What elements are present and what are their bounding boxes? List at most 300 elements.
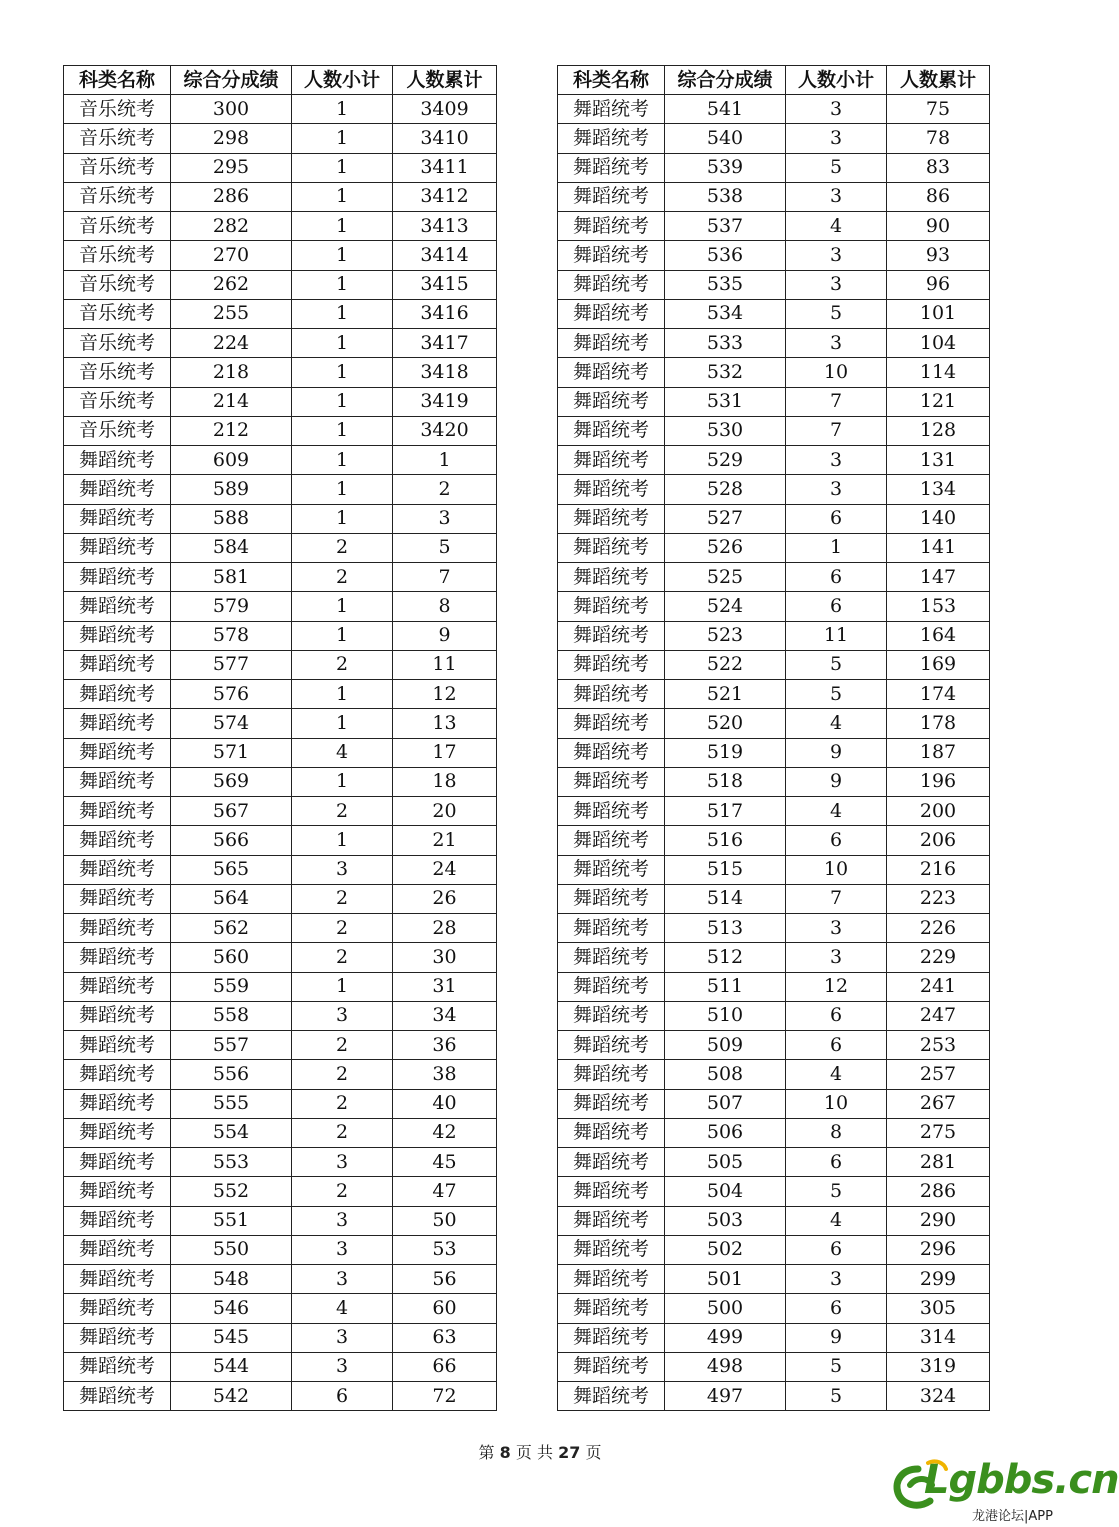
table-cell: 音乐统考 (64, 299, 171, 328)
table-cell: 6 (786, 1235, 887, 1264)
table-cell: 529 (665, 446, 786, 475)
table-cell: 566 (171, 826, 292, 855)
table-cell: 舞蹈统考 (64, 855, 171, 884)
table-row (64, 1323, 497, 1352)
table-cell: 500 (665, 1294, 786, 1323)
table-cell: 523 (665, 621, 786, 650)
table-cell: 584 (171, 533, 292, 562)
table-row (64, 270, 497, 299)
table-cell: 12 (393, 680, 497, 709)
table-cell: 527 (665, 504, 786, 533)
table-cell: 8 (393, 592, 497, 621)
table-row (64, 1060, 497, 1089)
table-cell: 539 (665, 153, 786, 182)
table-row (64, 358, 497, 387)
table-cell: 531 (665, 387, 786, 416)
table-cell: 532 (665, 358, 786, 387)
table-cell: 522 (665, 650, 786, 679)
table-cell: 290 (887, 1206, 990, 1235)
table-cell: 47 (393, 1177, 497, 1206)
column-header: 综合分成绩 (665, 66, 786, 95)
table-cell: 2 (292, 1089, 393, 1118)
table-cell: 546 (171, 1294, 292, 1323)
table-row (558, 592, 990, 621)
table-cell: 216 (887, 855, 990, 884)
table-cell: 513 (665, 914, 786, 943)
table-header-row (64, 66, 497, 95)
table-cell: 510 (665, 1001, 786, 1030)
table-cell: 534 (665, 299, 786, 328)
table-row (558, 1060, 990, 1089)
table-cell: 300 (171, 95, 292, 124)
table-cell: 3 (786, 124, 887, 153)
table-row (64, 855, 497, 884)
table-cell: 5 (786, 1352, 887, 1381)
table-cell: 218 (171, 358, 292, 387)
table-cell: 舞蹈统考 (558, 1001, 665, 1030)
table-cell: 音乐统考 (64, 182, 171, 211)
table-cell: 565 (171, 855, 292, 884)
table-row (558, 767, 990, 796)
table-cell: 舞蹈统考 (64, 1294, 171, 1323)
table-body (64, 95, 497, 1411)
table-cell: 2 (292, 1060, 393, 1089)
table-cell: 舞蹈统考 (558, 943, 665, 972)
table-cell: 6 (786, 1148, 887, 1177)
table-cell: 506 (665, 1118, 786, 1147)
table-cell: 579 (171, 592, 292, 621)
column-header: 科类名称 (558, 66, 665, 95)
table-row (64, 1148, 497, 1177)
table-cell: 舞蹈统考 (558, 504, 665, 533)
table-row (558, 270, 990, 299)
table-row (558, 1206, 990, 1235)
table-cell: 550 (171, 1235, 292, 1264)
table-row (558, 1001, 990, 1030)
table-cell: 519 (665, 738, 786, 767)
table-cell: 3 (292, 1323, 393, 1352)
table-cell: 78 (887, 124, 990, 153)
table-cell: 舞蹈统考 (64, 680, 171, 709)
table-cell: 3 (786, 329, 887, 358)
table-row (64, 884, 497, 913)
table-cell: 247 (887, 1001, 990, 1030)
table-row (558, 797, 990, 826)
table-cell: 281 (887, 1148, 990, 1177)
table-cell: 舞蹈统考 (558, 563, 665, 592)
table-cell: 187 (887, 738, 990, 767)
table-cell: 舞蹈统考 (64, 1089, 171, 1118)
table-cell: 299 (887, 1265, 990, 1294)
table-row (558, 563, 990, 592)
table-cell: 1 (292, 95, 393, 124)
table-cell: 3 (292, 1235, 393, 1264)
table-row (558, 1323, 990, 1352)
table-cell: 104 (887, 329, 990, 358)
table-cell: 舞蹈统考 (558, 95, 665, 124)
table-cell: 1 (292, 124, 393, 153)
table-cell: 舞蹈统考 (558, 1031, 665, 1060)
table-row (558, 1294, 990, 1323)
table-cell: 音乐统考 (64, 387, 171, 416)
table-cell: 1 (292, 387, 393, 416)
table-cell: 66 (393, 1352, 497, 1381)
table-cell: 223 (887, 884, 990, 913)
table-cell: 45 (393, 1148, 497, 1177)
table-cell: 舞蹈统考 (64, 650, 171, 679)
table-cell: 舞蹈统考 (64, 533, 171, 562)
table-cell: 2 (292, 650, 393, 679)
table-cell: 559 (171, 972, 292, 1001)
table-row (64, 212, 497, 241)
table-cell: 514 (665, 884, 786, 913)
table-row (558, 1031, 990, 1060)
table-cell: 502 (665, 1235, 786, 1264)
table-cell: 562 (171, 914, 292, 943)
table-cell: 1 (292, 621, 393, 650)
table-cell: 3 (393, 504, 497, 533)
table-cell: 296 (887, 1235, 990, 1264)
table-cell: 86 (887, 182, 990, 211)
table-cell: 舞蹈统考 (558, 124, 665, 153)
table-row (64, 416, 497, 445)
table-cell: 1 (393, 446, 497, 475)
table-cell: 3415 (393, 270, 497, 299)
table-cell: 214 (171, 387, 292, 416)
table-cell: 34 (393, 1001, 497, 1030)
table-cell: 舞蹈统考 (558, 709, 665, 738)
table-cell: 6 (786, 1294, 887, 1323)
table-cell: 257 (887, 1060, 990, 1089)
table-cell: 538 (665, 182, 786, 211)
table-cell: 3 (292, 1001, 393, 1030)
table-cell: 40 (393, 1089, 497, 1118)
table-cell: 253 (887, 1031, 990, 1060)
table-cell: 舞蹈统考 (558, 650, 665, 679)
table-row (64, 1352, 497, 1381)
table-cell: 5 (786, 1177, 887, 1206)
table-cell: 3 (786, 943, 887, 972)
table-cell: 504 (665, 1177, 786, 1206)
table-cell: 音乐统考 (64, 329, 171, 358)
table-row (64, 943, 497, 972)
table-cell: 舞蹈统考 (558, 826, 665, 855)
table-row (558, 738, 990, 767)
table-cell: 507 (665, 1089, 786, 1118)
table-cell: 舞蹈统考 (64, 1352, 171, 1381)
table-cell: 7 (393, 563, 497, 592)
table-cell: 511 (665, 972, 786, 1001)
table-cell: 6 (786, 1001, 887, 1030)
table-cell: 11 (393, 650, 497, 679)
table-cell: 舞蹈统考 (64, 797, 171, 826)
table-cell: 75 (887, 95, 990, 124)
table-cell: 5 (786, 650, 887, 679)
table-cell: 499 (665, 1323, 786, 1352)
total-page-number: 27 (558, 1443, 581, 1462)
table-cell: 7 (786, 416, 887, 445)
table-cell: 舞蹈统考 (64, 1001, 171, 1030)
table-row (64, 1382, 497, 1411)
table-cell: 270 (171, 241, 292, 270)
table-cell: 舞蹈统考 (64, 1060, 171, 1089)
table-header-row (558, 66, 990, 95)
table-cell: 1 (292, 972, 393, 1001)
table-cell: 9 (786, 738, 887, 767)
table-cell: 音乐统考 (64, 358, 171, 387)
table-row (64, 621, 497, 650)
table-cell: 8 (786, 1118, 887, 1147)
table-cell: 舞蹈统考 (558, 855, 665, 884)
table-row (558, 153, 990, 182)
footer-middle: 页 共 (515, 1443, 553, 1462)
table-cell: 1 (292, 709, 393, 738)
table-cell: 3411 (393, 153, 497, 182)
table-row (64, 563, 497, 592)
table-row (64, 1206, 497, 1235)
table-cell: 229 (887, 943, 990, 972)
table-cell: 537 (665, 212, 786, 241)
table-row (558, 241, 990, 270)
table-cell: 128 (887, 416, 990, 445)
table-row (558, 504, 990, 533)
table-cell: 512 (665, 943, 786, 972)
table-cell: 535 (665, 270, 786, 299)
table-cell: 1 (292, 416, 393, 445)
table-cell: 200 (887, 797, 990, 826)
table-row (558, 387, 990, 416)
table-row (558, 533, 990, 562)
table-cell: 舞蹈统考 (64, 1177, 171, 1206)
table-cell: 3 (786, 475, 887, 504)
table-row (64, 153, 497, 182)
table-cell: 518 (665, 767, 786, 796)
table-cell: 舞蹈统考 (558, 416, 665, 445)
table-cell: 舞蹈统考 (558, 241, 665, 270)
table-cell: 舞蹈统考 (64, 1382, 171, 1411)
table-cell: 舞蹈统考 (558, 1177, 665, 1206)
column-header: 科类名称 (64, 66, 171, 95)
table-cell: 6 (786, 563, 887, 592)
table-cell: 498 (665, 1352, 786, 1381)
table-row (64, 797, 497, 826)
table-cell: 141 (887, 533, 990, 562)
table-cell: 101 (887, 299, 990, 328)
table-row (558, 1177, 990, 1206)
table-cell: 509 (665, 1031, 786, 1060)
table-cell: 319 (887, 1352, 990, 1381)
table-cell: 90 (887, 212, 990, 241)
table-row (558, 943, 990, 972)
table-cell: 舞蹈统考 (64, 563, 171, 592)
table-row (64, 1001, 497, 1030)
table-cell: 1 (292, 270, 393, 299)
table-cell: 舞蹈统考 (64, 1265, 171, 1294)
table-cell: 588 (171, 504, 292, 533)
table-cell: 1 (786, 533, 887, 562)
table-cell: 音乐统考 (64, 124, 171, 153)
table-cell: 10 (786, 1089, 887, 1118)
table-row (64, 972, 497, 1001)
table-cell: 38 (393, 1060, 497, 1089)
table-cell: 舞蹈统考 (64, 884, 171, 913)
table-row (558, 1352, 990, 1381)
table-cell: 548 (171, 1265, 292, 1294)
table-cell: 4 (786, 797, 887, 826)
table-cell: 9 (786, 767, 887, 796)
table-cell: 581 (171, 563, 292, 592)
table-cell: 577 (171, 650, 292, 679)
table-cell: 2 (292, 914, 393, 943)
table-row (558, 95, 990, 124)
table-cell: 6 (292, 1382, 393, 1411)
table-cell: 1 (292, 153, 393, 182)
table-cell: 舞蹈统考 (558, 1206, 665, 1235)
table-cell: 舞蹈统考 (558, 299, 665, 328)
table-row (64, 299, 497, 328)
table-row (558, 1089, 990, 1118)
table-row (558, 855, 990, 884)
table-cell: 196 (887, 767, 990, 796)
table-cell: 1 (292, 299, 393, 328)
table-row (64, 504, 497, 533)
table-cell: 520 (665, 709, 786, 738)
table-cell: 13 (393, 709, 497, 738)
table-cell: 舞蹈统考 (558, 680, 665, 709)
table-cell: 舞蹈统考 (558, 182, 665, 211)
table-cell: 56 (393, 1265, 497, 1294)
table-cell: 舞蹈统考 (558, 212, 665, 241)
column-header: 人数小计 (292, 66, 393, 95)
table-cell: 舞蹈统考 (64, 972, 171, 1001)
table-cell: 609 (171, 446, 292, 475)
table-cell: 134 (887, 475, 990, 504)
table-cell: 121 (887, 387, 990, 416)
table-cell: 4 (786, 212, 887, 241)
table-row (558, 475, 990, 504)
table-row (64, 767, 497, 796)
table-cell: 5 (786, 1382, 887, 1411)
table-row (64, 1265, 497, 1294)
table-cell: 3 (292, 1206, 393, 1235)
table-cell: 11 (786, 621, 887, 650)
table-row (558, 972, 990, 1001)
table-row (64, 914, 497, 943)
table-row (64, 1031, 497, 1060)
table-cell: 舞蹈统考 (64, 943, 171, 972)
table-cell: 舞蹈统考 (64, 446, 171, 475)
table-row (558, 329, 990, 358)
table-row (558, 650, 990, 679)
table-row (64, 475, 497, 504)
table-cell: 舞蹈统考 (64, 709, 171, 738)
table-cell: 1 (292, 212, 393, 241)
table-cell: 音乐统考 (64, 212, 171, 241)
table-cell: 9 (393, 621, 497, 650)
table-cell: 1 (292, 504, 393, 533)
table-cell: 521 (665, 680, 786, 709)
table-row (64, 182, 497, 211)
table-cell: 6 (786, 826, 887, 855)
table-cell: 2 (292, 563, 393, 592)
table-cell: 3410 (393, 124, 497, 153)
table-cell: 舞蹈统考 (558, 767, 665, 796)
table-cell: 音乐统考 (64, 416, 171, 445)
table-cell: 42 (393, 1118, 497, 1147)
table-row (558, 358, 990, 387)
table-cell: 53 (393, 1235, 497, 1264)
table-row (64, 533, 497, 562)
table-cell: 舞蹈统考 (558, 972, 665, 1001)
table-cell: 174 (887, 680, 990, 709)
table-cell: 560 (171, 943, 292, 972)
table-row (558, 182, 990, 211)
table-cell: 515 (665, 855, 786, 884)
table-cell: 267 (887, 1089, 990, 1118)
table-cell: 3418 (393, 358, 497, 387)
table-cell: 60 (393, 1294, 497, 1323)
table-cell: 524 (665, 592, 786, 621)
table-cell: 282 (171, 212, 292, 241)
table-cell: 5 (786, 153, 887, 182)
table-cell: 1 (292, 475, 393, 504)
table-row (64, 1118, 497, 1147)
table-cell: 舞蹈统考 (558, 446, 665, 475)
table-cell: 舞蹈统考 (64, 1235, 171, 1264)
table-cell: 295 (171, 153, 292, 182)
table-cell: 舞蹈统考 (64, 738, 171, 767)
table-cell: 舞蹈统考 (558, 1323, 665, 1352)
table-cell: 1 (292, 241, 393, 270)
table-cell: 556 (171, 1060, 292, 1089)
table-row (558, 621, 990, 650)
table-cell: 舞蹈统考 (64, 592, 171, 621)
table-cell: 舞蹈统考 (64, 475, 171, 504)
table-cell: 3414 (393, 241, 497, 270)
table-cell: 3409 (393, 95, 497, 124)
table-cell: 114 (887, 358, 990, 387)
table-row (558, 1382, 990, 1411)
table-cell: 574 (171, 709, 292, 738)
table-cell: 舞蹈统考 (558, 1089, 665, 1118)
table-cell: 517 (665, 797, 786, 826)
table-cell: 552 (171, 1177, 292, 1206)
table-row (64, 446, 497, 475)
table-cell: 21 (393, 826, 497, 855)
table-row (558, 212, 990, 241)
table-cell: 舞蹈统考 (558, 621, 665, 650)
table-cell: 30 (393, 943, 497, 972)
table-cell: 545 (171, 1323, 292, 1352)
table-cell: 舞蹈统考 (558, 329, 665, 358)
table-cell: 舞蹈统考 (558, 1235, 665, 1264)
table-cell: 舞蹈统考 (64, 914, 171, 943)
table-cell: 7 (786, 387, 887, 416)
table-cell: 舞蹈统考 (558, 738, 665, 767)
table-cell: 10 (786, 358, 887, 387)
table-cell: 501 (665, 1265, 786, 1294)
table-cell: 505 (665, 1148, 786, 1177)
footer-prefix: 第 (478, 1443, 495, 1462)
table-cell: 2 (292, 884, 393, 913)
table-cell: 314 (887, 1323, 990, 1352)
table-row (558, 1235, 990, 1264)
table-cell: 舞蹈统考 (558, 1060, 665, 1089)
table-cell: 3 (786, 1265, 887, 1294)
table-cell: 206 (887, 826, 990, 855)
table-cell: 4 (786, 1060, 887, 1089)
table-cell: 3419 (393, 387, 497, 416)
